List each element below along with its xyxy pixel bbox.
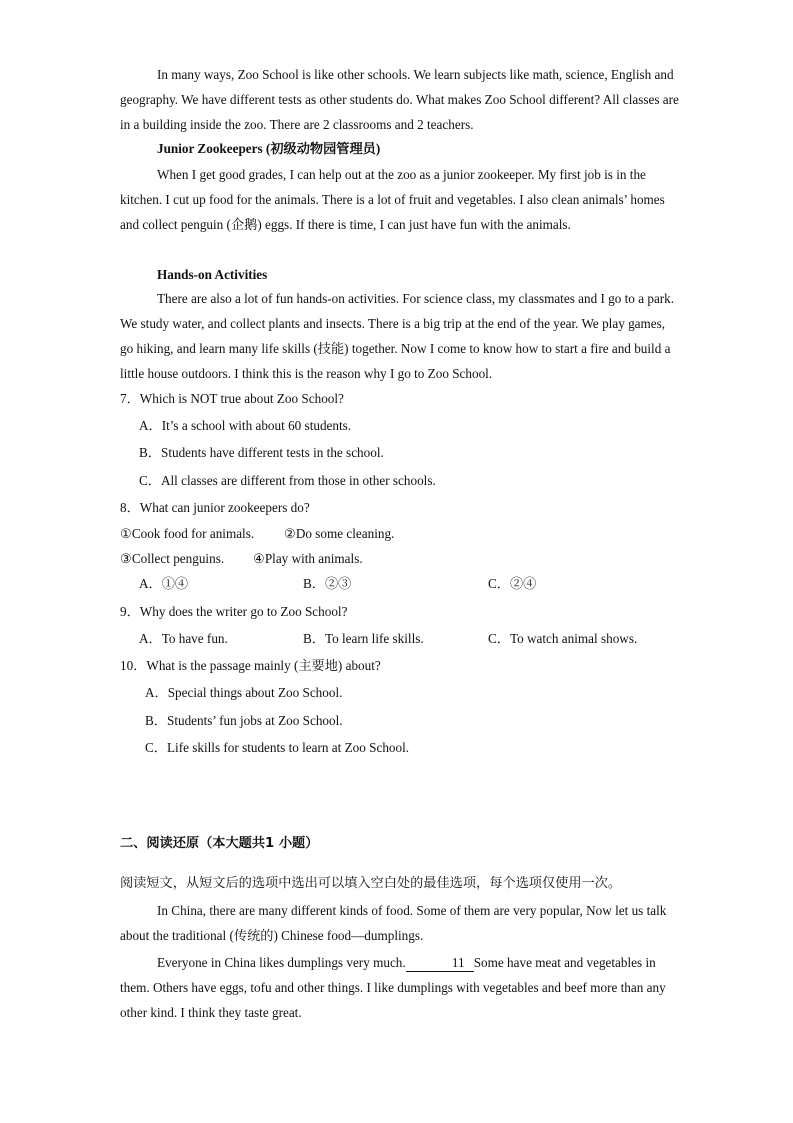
question-9-option-a[interactable]: A．To have fun.	[139, 631, 228, 646]
question-8-option-b[interactable]: B．②③	[303, 576, 352, 591]
question-10-option-c[interactable]: C．Life skills for students to learn at Zoo School.	[145, 740, 410, 755]
question-8-item-3: ③Collect penguins.	[120, 551, 225, 566]
heading-junior-zookeepers: Junior Zookeepers (初级动物园管理员)	[157, 141, 381, 156]
question-9-option-c[interactable]: C．To watch animal shows.	[488, 631, 638, 646]
paragraph-2-rest-text: Some have meat and vegetables in them. Others have eggs, tofu and other things. I like dumplings with vegetables and beef more than any other kind. I think they taste great.	[120, 955, 666, 1020]
question-9-option-b[interactable]: B．To learn life skills.	[303, 631, 424, 646]
heading-hands-on-activities: Hands-on Activities	[157, 267, 268, 282]
question-8-option-c[interactable]: C．②④	[488, 576, 537, 591]
question-10-option-b[interactable]: B．Students’ fun jobs at Zoo School.	[145, 713, 343, 728]
question-8-item-2: ②Do some cleaning.	[284, 526, 395, 541]
passage-paragraph-1: In many ways, Zoo School is like other schools. We learn subjects like math, science, English and geography. We have different tests as other students do. What makes Zoo School different? All classes are in a building inside the zoo. There are 2 classrooms and 2 teachers.	[120, 67, 679, 132]
question-7-option-b[interactable]: B．Students have different tests in the school.	[139, 445, 384, 460]
question-7-stem: 7．Which is NOT true about Zoo School?	[120, 391, 344, 406]
section-2-instruction: 阅读短文，从短文后的选项中选出可以填入空白处的最佳选项，每个选项仅使用一次。	[120, 876, 622, 891]
section-2-paragraph-1: In China, there are many different kinds of food. Some of them are very popular, Now let us talk about the traditional (传统的) Chinese food—dumplings.	[120, 903, 667, 943]
paragraph-2-lead-text: Everyone in China likes dumplings very much.	[157, 955, 406, 970]
question-10-stem: 10．What is the passage mainly (主要地) about?	[120, 658, 381, 673]
question-10-option-a[interactable]: A．Special things about Zoo School.	[145, 685, 343, 700]
passage-paragraph-3: There are also a lot of fun hands-on activities. For science class, my classmates and I go to a park. We study water, and collect plants and insects. There is a big trip at the end of the year. We play games, go hiking, and learn many life skills (技能) together. Now I come to know how to start a fire and build a little house outdoors. I think this is the reason why I go to Zoo School.	[120, 291, 675, 381]
question-8-stem: 8．What can junior zookeepers do?	[120, 500, 310, 515]
question-8-item-4: ④Play with animals.	[253, 551, 363, 566]
question-8-item-1: ①Cook food for animals.	[120, 526, 255, 541]
section-2-title: 二、阅读还原（本大题共1 小题）	[120, 836, 319, 851]
question-9-stem: 9．Why does the writer go to Zoo School?	[120, 604, 348, 619]
question-8-option-a[interactable]: A．①④	[139, 576, 189, 591]
blank-11[interactable]: 11	[406, 955, 474, 972]
passage-paragraph-2: When I get good grades, I can help out at the zoo as a junior zookeeper. My first job is in the kitchen. I cut up food for the animals. There is a lot of fruit and vegetables. I also clean animals’ homes and collect penguin (企鹅) eggs. If there is time, I can just have fun with the animals.	[120, 167, 665, 232]
question-7-option-c[interactable]: C．All classes are different from those in other schools.	[139, 473, 436, 488]
section-2-paragraph-2	[120, 950, 680, 1025]
question-7-option-a[interactable]: A．It’s a school with about 60 students.	[139, 418, 352, 433]
